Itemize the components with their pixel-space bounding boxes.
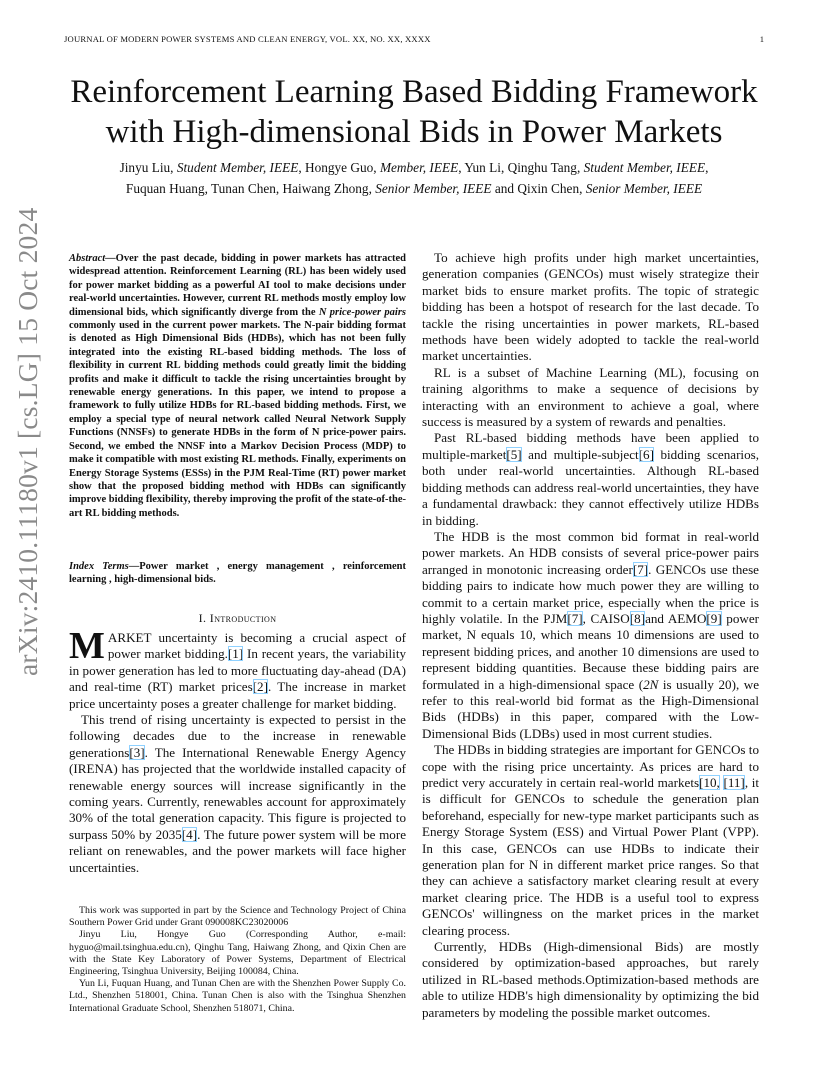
citation-link[interactable]: [6]	[638, 446, 654, 462]
index-terms	[69, 560, 406, 587]
citation-link[interactable]: [8]	[629, 610, 646, 626]
paragraph	[422, 529, 759, 742]
citation-link[interactable]: [9]	[706, 610, 722, 626]
paragraph: The HDBs in bidding strategies are important for GENCOs to cope with the rising price uncertainty. As prices are hard to predict very accurately in certain real-world markets[10, [11], it is difficult for GENCOs to schedule the generation plan beforehand, especially for new-type market participants such as Energy Storage System (ESS) and Virtual Power Plant (VPP). In this case, GENCOs can use HDBs to indicate their generation plan for N in different market price ranges. So that they can achieve a satisfactory market clearing result at every market clearing price. The HDB is a useful tool to express GENCOs' willingness on the market prices in the market clearing process.	[422, 742, 760, 938]
author-text: Fuquan Huang, Tunan Chen, Haiwang Zhong,	[125, 181, 376, 196]
text: bidding scenarios, both under real-world uncertainties. Although RL-based bidding methods can address real-world uncertainties, they have a fundamental drawback: they cannot effectively utilize HDBs in bidding.	[422, 446, 759, 528]
index-terms-label: Index Terms	[69, 561, 129, 572]
author-text: and Qixin Chen,	[491, 181, 586, 196]
math: 2N	[643, 676, 659, 692]
footnote: Yun Li, Fuquan Huang, and Tunan Chen are with the Shenzhen Power Supply Co. Ltd., Shenzhen 518001, China. Tunan Chen is also with the Tsinghua Shenzhen International Graduate School, Shenzhen 518071, China.	[69, 978, 406, 1014]
footnote: Jinyu Liu, Hongye Guo (Corresponding Author, e-mail: hyguo@mail.tsinghua.edu.cn), Qinghu Tang, Haiwang Zhong, and Qixin Chen are with the State Key Laboratory of Power Systems, Department of Electrical Engineering, Tsinghua University, Beijing 100084, China.	[69, 929, 406, 978]
author-role: Student Member, IEEE	[176, 160, 299, 175]
text: and multiple-subject	[521, 446, 639, 462]
citation-link[interactable]: [2]	[252, 679, 268, 695]
author-list	[40, 157, 788, 199]
text: The HDB is the most common bid format in real-world power markets. An HDB consists of several price-power pairs arranged in monotonic increasing order	[422, 528, 759, 577]
abstract-label: Abstract	[69, 253, 106, 264]
author-text: , Hongye Guo,	[298, 160, 380, 175]
text: In recent years, the variability in power generation has led to more fluctuating day-ahead (DA) and real-time (RT) market prices	[69, 646, 407, 695]
text: . The future power system will be more reliant on renewables, and the power markets will face higher uncertainties.	[69, 826, 407, 875]
page-number: 1	[759, 34, 764, 44]
paragraph	[69, 712, 406, 876]
paragraph: RL is a subset of Machine Learning (ML), focusing on training algorithms to make a sequence of decisions by interacting with an environment to achieve a goal, where success is measured by a system of rewards and penalties.	[422, 364, 759, 430]
dropcap: M	[69, 625, 105, 667]
arxiv-stamp-text: arXiv:2410.11180v1 [cs.LG] 15 Oct 2024	[12, 207, 43, 676]
text: This trend of rising uncertainty is expected to persist in the following decades due to the increase in renewable generations	[69, 712, 406, 760]
index-terms-text: —Power market , energy management , reinforcement learning , high-dimensional bids.	[69, 561, 406, 586]
text: . The International Renewable Energy Agency (IRENA) has projected that the worldwide installed capacity of renewable energy sources will increase significantly in the coming years. Currently, renewables account for approximately 30% of the total generation capacity. This figure is projected to surpass 50% by 2035	[69, 744, 406, 842]
citation-link[interactable]: [7]	[567, 610, 583, 626]
author-text: ,	[705, 160, 709, 175]
text: is usually 20), we refer to this real-world bid format as the High-Dimensional Bids (HDBs) in this paper, compared with the Low-Dimensional Bids (LDBs) used in most current studies.	[422, 676, 760, 741]
title-line-2: with High-dimensional Bids in Power Markets	[105, 114, 723, 150]
text: it is difficult for GENCOs to schedule the generation plan beforehand, especially for new-type market participants such as Energy Storage System (ESS) and Virtual Power Plant (VPP). In this case, GENCOs can use HDBs to indicate their generation plan for N in different market price ranges. So that they can achieve a satisfactory market clearing result at every market clearing price. The HDB is a useful tool to express GENCOs' willingness on the market prices in the market clearing process.	[422, 775, 760, 938]
paragraph: To achieve high profits under high market uncertainties, generation companies (GENCOs) must wisely strategize their market bids to ensure market profits. The topic of strategic bidding has been a hotspot of research for the last decade. To tackle the rising uncertainties in power markets, RL-based methods have been widely adopted to tackle the real-world market uncertainties.	[422, 250, 759, 364]
citation-link[interactable]: [4]	[181, 826, 198, 842]
footnotes	[69, 905, 406, 1015]
citation-link[interactable]: [7]	[632, 561, 649, 577]
text: ARKET uncertainty is becoming a crucial aspect of power market bidding.	[107, 630, 406, 662]
author-role: Senior Member, IEEE	[375, 181, 492, 196]
paper-title	[30, 72, 798, 152]
footnote: This work was supported in part by the Science and Technology Project of China Southern Power Grid under Grant 090008KC23020006	[69, 905, 406, 929]
author-role: Member, IEEE	[379, 160, 459, 175]
abstract-text: —Over the past decade, bidding in power markets has attracted widespread attention. Reinforcement Learning (RL) has been widely used for power market bidding as a powerful AI tool to make decisions under real-world uncertainties. However, current RL methods mostly employ low dimensional bids, which significantly diverge from the	[69, 253, 406, 318]
text: . GENCOs use these bidding pairs to indicate how much power they are willing to commit to a certain market price, especially when the price is highly volatile. In the PJM	[422, 561, 759, 626]
right-column-body	[422, 250, 759, 1021]
paragraph: Currently, HDBs (High-dimensional Bids) are mostly considered by optimization-based approaches, but rarely utilized in RL-based methods.Optimization-based methods are able to utilize HDB's high dimensionality by optimizing the bid parameters by modeling the possible market outcomes.	[422, 939, 759, 1020]
text: The HDBs in bidding strategies are important for GENCOs to cope with the rising price uncertainty. As prices are hard to predict very accurately in certain real-world markets	[422, 742, 759, 790]
text: and AEMO	[645, 610, 707, 626]
author-role: Senior Member, IEEE	[585, 181, 703, 196]
introduction-body	[69, 625, 407, 876]
text: , CAISO	[582, 610, 630, 626]
citation-link[interactable]: [11]	[723, 775, 745, 790]
author-text: , Yun Li, Qinghu Tang,	[458, 160, 584, 175]
author-text: Jinyu Liu,	[119, 160, 177, 175]
abstract-italic: N price-power pairs	[318, 306, 406, 318]
abstract-text: commonly used in the current power markets. The N-pair bidding format is denoted as High Dimensional Bids (HDBs), which has not been fully integrated into the existing RL-based bidding methods. The loss of flexibility in current RL bidding methods could greatly limit the bidding profits and make it difficult to tackle the rising uncertainties brought by renewable energy generations. In this paper, we intend to propose a framework to fully utilize HDBs for RL-based bidding methods. First, we employ a special type of neural network called Neural Network Supply Functions (NNSFs) to generate HDBs in the form of N price-power pairs. Second, we embed the NNSF into a Markov Decision Process (MDP) to make it compatible with most existing RL methods. Finally, experiments on Energy Storage Systems (ESSs) in the PJM Real-Time (RT) power market show that the proposed bidding method with HDBs can significantly improve bidding flexibility, thereby improving the profit of the state-of-the-art RL bidding methods.	[69, 320, 406, 519]
text: Past RL-based bidding methods have been applied to multiple-market	[422, 430, 759, 462]
citation-link[interactable]: [5]	[506, 446, 522, 462]
citation-link[interactable]: [1]	[227, 646, 244, 662]
section-heading: I. Introduction	[198, 611, 277, 625]
paragraph	[69, 625, 407, 712]
arxiv-stamp	[8, 207, 56, 676]
citation-link[interactable]: [10,	[699, 775, 720, 790]
text: . The increase in market price uncertainty poses a greater challenge for market bidding.	[69, 679, 406, 711]
citation-link[interactable]: [3]	[129, 744, 145, 760]
running-header: JOURNAL OF MODERN POWER SYSTEMS AND CLEAN ENERGY, VOL. XX, NO. XX, XXXX	[64, 34, 431, 44]
abstract	[69, 252, 406, 520]
author-role: Student Member, IEEE	[583, 160, 706, 175]
title-line-1: Reinforcement Learning Based Bidding Framework	[70, 74, 758, 110]
paragraph	[422, 430, 759, 528]
text: power market, N equals 10, which means 10 dimensions are used to represent bidding prices, and another 10 dimensions are used to represent bidding quantities. Because these bidding pairs are formulated in a high-dimensional space (	[422, 610, 760, 692]
